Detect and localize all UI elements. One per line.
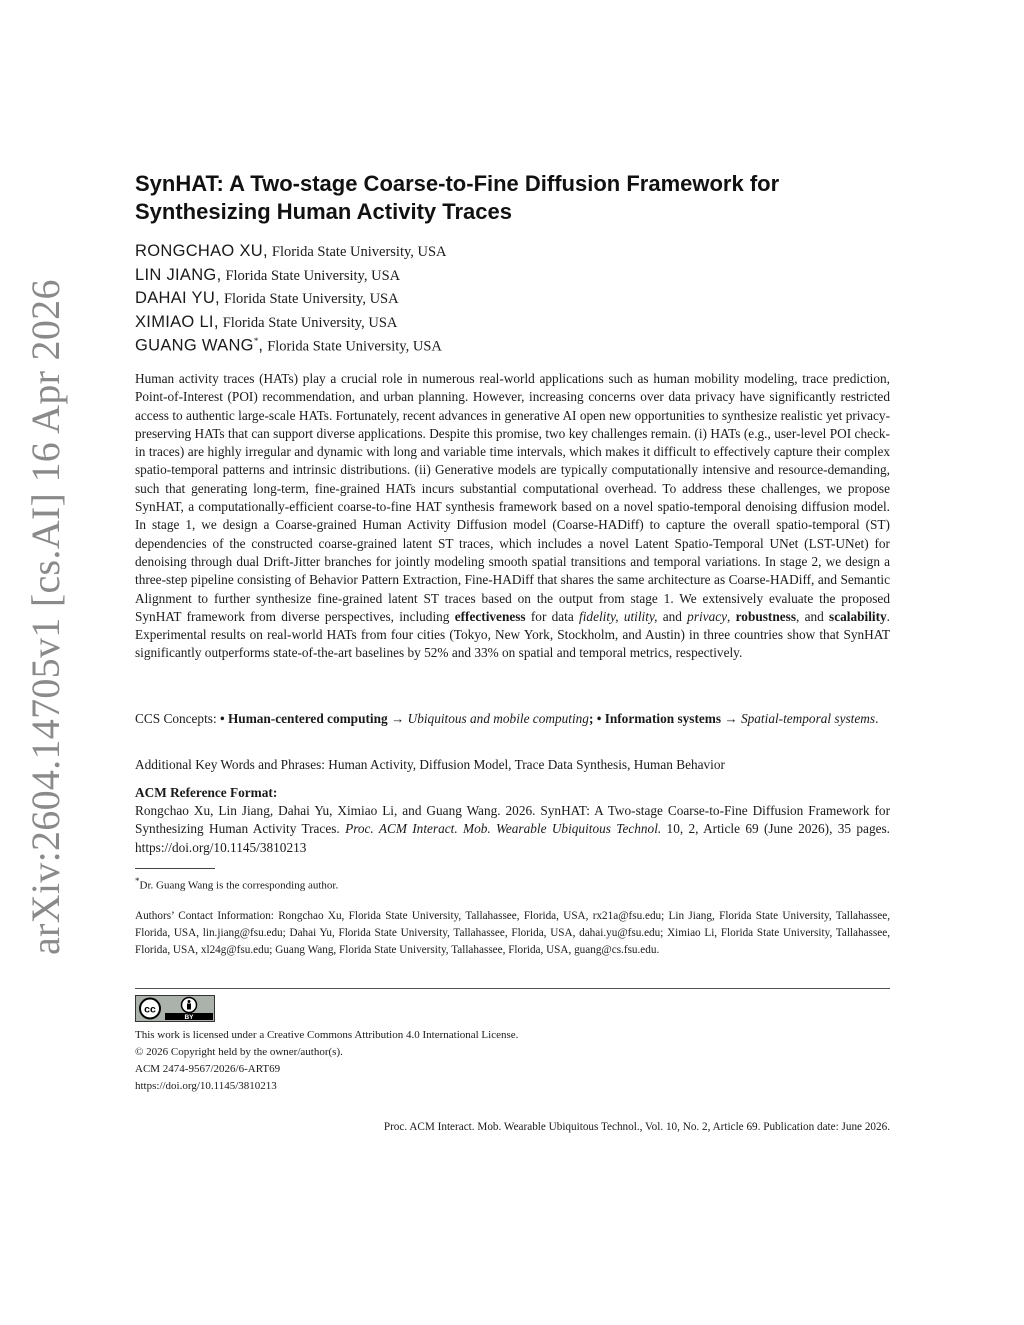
ccs-concept: Information systems bbox=[604, 711, 722, 726]
corresponding-author-mark: * bbox=[253, 336, 259, 346]
acm-article-code: ACM 2474-9567/2026/6-ART69 bbox=[135, 1063, 281, 1075]
author-list bbox=[135, 242, 890, 360]
license-statement: This work is licensed under a Creative Commons Attribution 4.0 International License. bbox=[135, 1029, 519, 1041]
ccs-subconcept: Ubiquitous and mobile computing bbox=[407, 711, 589, 726]
license-info bbox=[135, 1027, 890, 1095]
ccs-subconcept: Spatial-temporal systems bbox=[740, 711, 876, 726]
section-divider bbox=[135, 988, 890, 989]
paper-title: SynHAT: A Two-stage Coarse-to-Fine Diffusion Framework for Synthesizing Human Activity Traces bbox=[135, 171, 780, 224]
abstract-emphasis: fidelity, utility, bbox=[579, 608, 658, 624]
author-name: RONGCHAO XU bbox=[135, 242, 263, 260]
author-affiliation: Florida State University, USA bbox=[223, 291, 399, 307]
footnote: *Dr. Guang Wang is the corresponding author. bbox=[135, 876, 339, 892]
abstract: Human activity traces (HATs) play a crucial role in numerous real-world applications such as human mobility modeling, trace prediction, Point-of-Interest (POI) recommendation, and urban planning. However, increasing concerns over data privacy have significantly restricted access to authentic large-scale HATs. Fortunately, recent advances in generative AI open new opportunities to synthesize realistic yet privacy-preserving HATs that can support diverse applications. Despite this promise, two key challenges remain. (i) HATs (e.g., user-level POI check-in traces) are highly irregular and dynamic with long and variable time intervals, which makes it difficult to effectively capture their complex spatio-temporal patterns and intrinsic distributions. (ii) Generative models are typically computationally intensive and resource-demanding, such that generating long-term, fine-grained HATs incurs substantial computational overhead. To address these challenges, we propose SynHAT, a computationally-efficient coarse-to-fine HAT synthesis framework based on a novel spatio-temporal denoising diffusion model. In stage 1, we design a Coarse-grained Human Activity Diffusion model (Coarse-HADiff) to capture the overall spatio-temporal (ST) dependencies of the constructed coarse-grained latent ST traces, which includes a novel Latent Spatio-Temporal UNet (LST-UNet) for denoising through dual Drift-Jitter branches for jointly modeling smooth spatial transitions and temporal variations. In stage 2, we design a three-step pipeline consisting of Behavior Pattern Extraction, Fine-HADiff that shares the same architecture as Coarse-HADiff, and Semantic Alignment to further synthesize fine-grained latent ST traces based on the output from stage 1. We extensively evaluate the proposed SynHAT framework from diverse perspectives, including effectiveness for data fidelity, utility, and privacy, robustness, and scalability. Experimental results on real-world HATs from four cities (Tokyo, New York, Stockholm, and Austin) in three countries show that SynHAT significantly outperforms state-of-the-art baselines by 52% and 33% on spatial and temporal metrics, respectively. bbox=[135, 371, 890, 661]
keywords: Additional Key Words and Phrases: Human Activity, Diffusion Model, Trace Data Synthesis, Human Behavior bbox=[135, 757, 725, 772]
author-affiliation: Florida State University, USA bbox=[222, 314, 398, 331]
svg-text:cc: cc bbox=[144, 1003, 156, 1016]
author-line: RONGCHAO XU, Florida State University, USA bbox=[135, 242, 447, 260]
venue: Proc. ACM Interact. Mob. Wearable Ubiquitous Technol. bbox=[345, 821, 662, 837]
author-line: XIMIAO LI, Florida State University, USA bbox=[135, 312, 398, 331]
author-name: GUANG WANG bbox=[135, 336, 254, 355]
cc-by-license-badge[interactable] bbox=[135, 995, 215, 1022]
author-name: LIN JIANG bbox=[135, 265, 217, 284]
author-affiliation: Florida State University, USA bbox=[225, 267, 401, 284]
author-affiliation: Florida State University, USA bbox=[271, 244, 447, 260]
author-line: GUANG WANG*, Florida State University, USA bbox=[135, 336, 442, 355]
acm-reference: Rongchao Xu, Lin Jiang, Dahai Yu, Ximiao Li, and Guang Wang. 2026. SynHAT: A Two-stage Coarse-to-Fine Diffusion Framework for Synthesizing Human Activity Traces. Proc. ACM Interact. Mob. Wearable Ubiquitous Technol. 10, 2, Article 69 (June 2026), 35 pages. https://doi.org/10.1145/3810213 bbox=[135, 803, 890, 855]
abstract-emphasis: effectiveness bbox=[454, 608, 526, 624]
copyright-line: © 2026 Copyright held by the owner/author(s). bbox=[135, 1046, 343, 1058]
footnote-divider bbox=[135, 868, 215, 869]
ccs-concepts: CCS Concepts: • Human-centered computing → Ubiquitous and mobile computing; • Information systems → Spatial-temporal systems. bbox=[135, 711, 879, 726]
author-contact-info: Authors’ Contact Information: Rongchao Xu, Florida State University, Tallahassee, Florida, USA, rx21a@fsu.edu; Lin Jiang, Florida State University, Tallahassee, Florida, USA, lin.jiang@fsu.edu; Dahai Yu, Florida State University, Tallahassee, Florida, USA, dahai.yu@fsu.edu; Ximiao Li, Florida State University, Tallahassee, Florida, USA, xl24g@fsu.edu; Guang Wang, Florida State University, Tallahassee, Florida, USA, guang@cs.fsu.edu. bbox=[135, 910, 890, 956]
running-footer: Proc. ACM Interact. Mob. Wearable Ubiquitous Technol., Vol. 10, No. 2, Article 69. Publication date: June 2026. bbox=[383, 1121, 890, 1133]
acm-reference-heading: ACM Reference Format: bbox=[135, 785, 278, 800]
ccs-concept: Human-centered computing bbox=[227, 711, 388, 726]
author-line: LIN JIANG, Florida State University, USA bbox=[135, 265, 401, 284]
author-affiliation: Florida State University, USA bbox=[267, 338, 442, 355]
arxiv-identifier: arXiv:2604.14705v1 [cs.AI] 16 Apr 2026 bbox=[23, 279, 68, 955]
abstract-emphasis: robustness bbox=[735, 608, 796, 624]
author-line: DAHAI YU, Florida State University, USA bbox=[135, 289, 399, 307]
doi-link[interactable]: https://doi.org/10.1145/3810213 bbox=[135, 1080, 277, 1092]
attribution-icon bbox=[182, 998, 197, 1013]
cc-icon bbox=[140, 999, 160, 1019]
abstract-emphasis: scalability bbox=[829, 608, 887, 624]
cc-by-label: BY bbox=[184, 1014, 194, 1021]
author-name: XIMIAO LI bbox=[135, 312, 214, 331]
author-name: DAHAI YU bbox=[135, 289, 216, 307]
abstract-emphasis: privacy bbox=[687, 608, 728, 624]
